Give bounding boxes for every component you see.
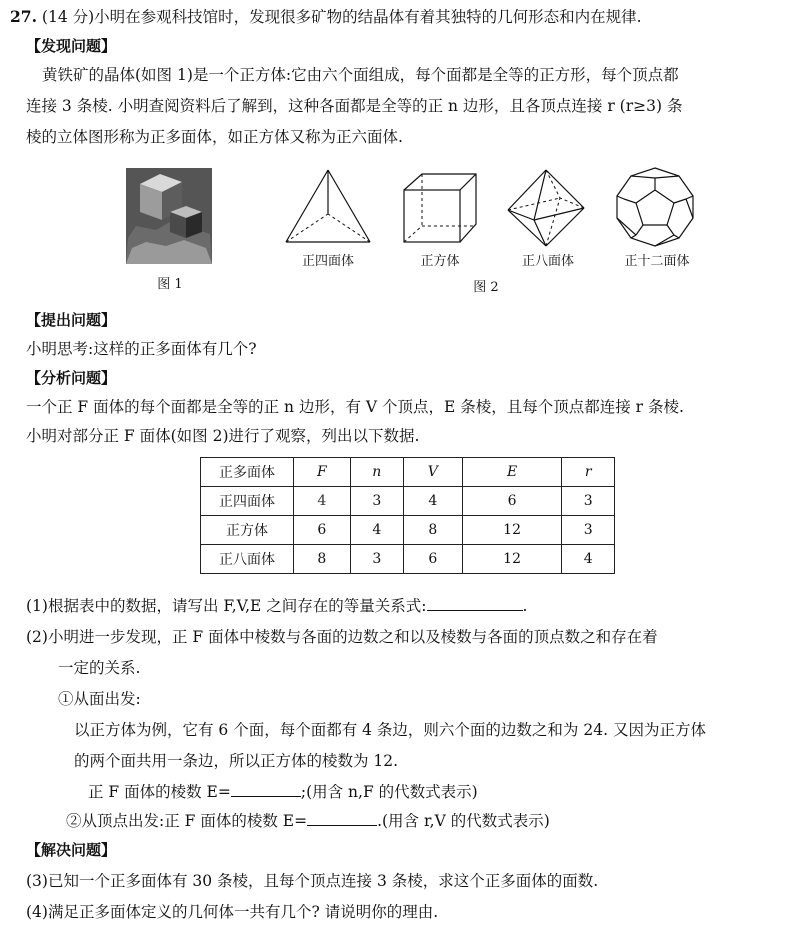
section-solve: 【解决问题】 xyxy=(26,841,117,859)
table-cell: 4 xyxy=(350,516,403,545)
table-cell: 3 xyxy=(562,516,615,545)
analyze-line-1: 一个正 F 面体的每个面都是全等的正 n 边形，有 V 个顶点，E 条棱，且每个顶点都连接 r 条棱. xyxy=(26,398,684,416)
question-1-period: . xyxy=(522,597,528,615)
question-2-2-ask-text: ②从顶点出发:正 F 面体的棱数 E= xyxy=(66,812,308,830)
table-cell: 4 xyxy=(403,487,462,516)
table-cell: 正八面体 xyxy=(201,545,294,574)
answer-blank-q2-1[interactable] xyxy=(231,782,301,797)
table-cell: 正方体 xyxy=(201,516,294,545)
table-row xyxy=(201,545,615,574)
dodecahedron-label: 正十二面体 xyxy=(624,254,690,269)
cube-label: 正方体 xyxy=(420,254,460,269)
table-cell: 4 xyxy=(562,545,615,574)
table-cell: 12 xyxy=(462,545,562,574)
table-row xyxy=(201,487,615,516)
problem-intro: 小明在参观科技馆时，发现很多矿物的结晶体有着其独特的几何形态和内在规律. xyxy=(94,8,642,26)
question-2-line-1: (2)小明进一步发现，正 F 面体中棱数与各面的边数之和以及棱数与各面的顶点数之和存在着 xyxy=(26,628,658,646)
question-4: (4)满足正多面体定义的几何体一共有几个? 请说明你的理由. xyxy=(26,903,439,921)
discover-line-1: 黄铁矿的晶体(如图 1)是一个正方体:它由六个面组成，每个面都是全等的正方形，每个顶点都 xyxy=(42,66,679,84)
question-2-1-line-1: 以正方体为例，它有 6 个面，每个面都有 4 条边，则六个面的边数之和为 24. 又因为正方体 xyxy=(74,721,706,739)
table-cell: 3 xyxy=(350,545,403,574)
table-cell: 12 xyxy=(462,516,562,545)
fig2-caption: 图 2 xyxy=(473,280,499,295)
table-cell: 8 xyxy=(294,545,351,574)
polyhedra-table xyxy=(200,457,615,574)
octahedron-label: 正八面体 xyxy=(521,254,574,269)
table-header-row xyxy=(201,458,615,487)
problem-number: 27. xyxy=(10,7,37,26)
raise-text: 小明思考:这样的正多面体有几个? xyxy=(26,340,257,358)
table-header-cell: F xyxy=(294,458,351,487)
table-cell: 正四面体 xyxy=(201,487,294,516)
problem-header xyxy=(10,6,642,28)
question-3: (3)已知一个正多面体有 30 条棱，且每个顶点连接 3 条棱，求这个正多面体的面数. xyxy=(26,872,599,890)
answer-blank-q1[interactable] xyxy=(427,596,523,611)
table-cell: 3 xyxy=(562,487,615,516)
table-cell: 8 xyxy=(403,516,462,545)
table-cell: 6 xyxy=(462,487,562,516)
table-header-cell: V xyxy=(403,458,462,487)
discover-line-3: 棱的立体图形称为正多面体，如正方体又称为正六面体. xyxy=(26,128,403,146)
section-discover: 【发现问题】 xyxy=(26,37,117,55)
table-header-cell: r xyxy=(562,458,615,487)
question-1 xyxy=(26,595,527,617)
table-cell: 3 xyxy=(350,487,403,516)
question-2-1-ask-text: 正 F 面体的棱数 E= xyxy=(88,783,231,801)
table-header-cell: n xyxy=(350,458,403,487)
pyrite-photo xyxy=(126,168,212,264)
answer-blank-q2-2[interactable] xyxy=(307,811,377,826)
question-2-2-note: .(用含 r,V 的代数式表示) xyxy=(377,812,550,830)
table-header-cell: E xyxy=(462,458,562,487)
section-analyze: 【分析问题】 xyxy=(26,369,117,387)
table-header-cell: 正多面体 xyxy=(201,458,294,487)
problem-score: (14 分) xyxy=(41,8,95,26)
table-cell: 4 xyxy=(294,487,351,516)
table-cell: 6 xyxy=(403,545,462,574)
question-2-1-note: ;(用含 n,F 的代数式表示) xyxy=(300,783,478,801)
question-1-text: (1)根据表中的数据，请写出 F,V,E 之间存在的等量关系式: xyxy=(26,597,427,615)
octahedron-figure xyxy=(504,168,588,248)
tetrahedron-label: 正四面体 xyxy=(301,254,354,269)
section-raise: 【提出问题】 xyxy=(26,311,117,329)
question-2-2-ask xyxy=(66,810,550,832)
question-2-line-2: 一定的关系. xyxy=(58,659,141,677)
dodecahedron-figure xyxy=(612,166,698,248)
fig1-caption: 图 1 xyxy=(157,277,183,292)
tetrahedron-figure xyxy=(282,168,374,246)
cube-figure xyxy=(400,172,480,244)
question-2-1-line-2: 的两个面共用一条边，所以正方体的棱数为 12. xyxy=(74,752,399,770)
question-2-1-title: ①从面出发: xyxy=(58,690,141,708)
question-2-1-ask xyxy=(88,781,478,803)
table-cell: 6 xyxy=(294,516,351,545)
discover-line-2: 连接 3 条棱. 小明查阅资料后了解到，这种各面都是全等的正 n 边形，且各顶点连接 r (r≥3) 条 xyxy=(26,97,683,115)
analyze-line-2: 小明对部分正 F 面体(如图 2)进行了观察，列出以下数据. xyxy=(26,427,420,445)
table-row xyxy=(201,516,615,545)
